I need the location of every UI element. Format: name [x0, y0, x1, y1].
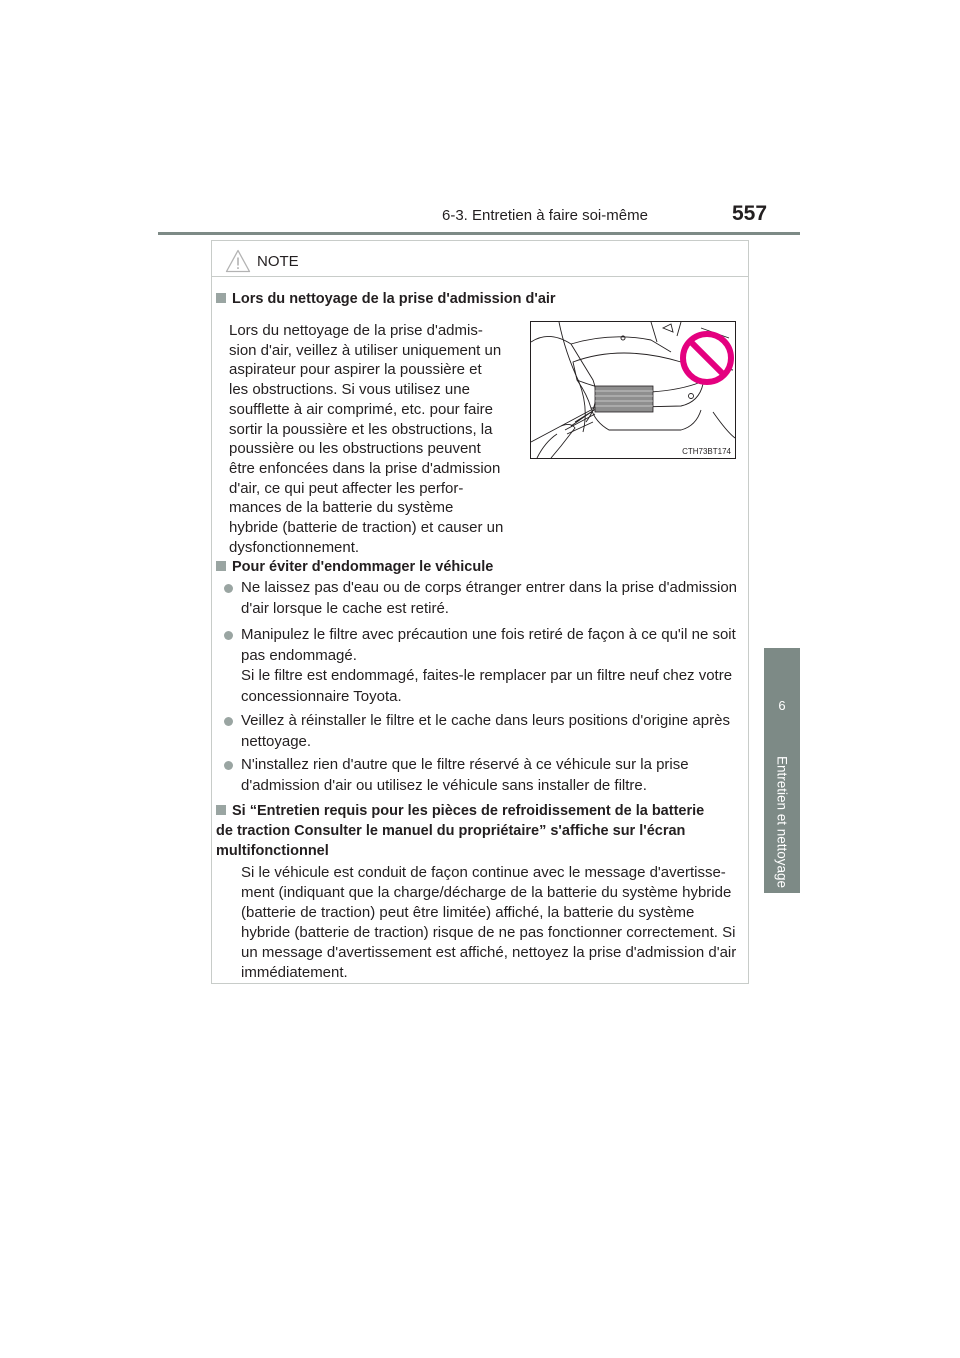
text-line: nettoyage.: [241, 732, 312, 750]
text-line: concessionnaire Toyota.: [241, 687, 402, 705]
battery-warning-paragraph: [241, 863, 742, 983]
section-heading-air-intake: [216, 289, 556, 309]
text-line: mances de la batterie du système: [229, 499, 454, 517]
bullet-text: [241, 711, 744, 752]
heading-line: Si “Entretien requis pour les pièces de refroidissement de la batterie: [232, 803, 705, 819]
text-line: soufflette à air comprimé, etc. pour faire: [229, 400, 494, 418]
text-line: sion d'air, veillez à utiliser uniquement un: [229, 341, 502, 359]
header-section-title: 6-3. Entretien à faire soi-même: [442, 207, 648, 224]
text-line: d'air lorsque le cache est retiré.: [241, 599, 449, 617]
section-square-marker: [216, 805, 226, 815]
section-square-marker: [216, 293, 226, 303]
page-number: 557: [732, 202, 768, 225]
text-line: sortir la poussière et les obstructions, la: [229, 420, 493, 438]
section-heading-text: Lors du nettoyage de la prise d'admission d'air: [232, 291, 556, 307]
text-line: Si le véhicule est conduit de façon continue avec le message d'avertisse-: [241, 864, 726, 881]
note-box: [211, 240, 749, 984]
text-line: aspirateur pour aspirer la poussière et: [229, 361, 482, 379]
bullet-dot: [224, 631, 233, 640]
note-header: [212, 241, 748, 277]
note-title: NOTE: [257, 253, 299, 270]
heading-line: de traction Consulter le manuel du propriétaire” s'affiche sur l'écran: [216, 823, 686, 839]
text-line: hybride (batterie de traction) risque de ne pas fonctionner correctement. Si: [241, 924, 736, 941]
air-intake-drawing: [531, 322, 735, 458]
text-line: les obstructions. Si vous utilisez une: [229, 381, 470, 399]
bullet-item: [224, 578, 744, 619]
heading-line: multifonctionnel: [216, 843, 329, 859]
figure-code: CTH73BT174: [682, 447, 731, 456]
text-line: un message d'avertissement est affiché, nettoyez la prise d'admission d'air: [241, 944, 737, 961]
bullet-text: [241, 755, 744, 796]
section-heading-avoid-damage: [216, 557, 493, 577]
text-line: poussière ou les obstructions peuvent: [229, 440, 481, 458]
warning-triangle-icon: [225, 249, 251, 273]
bullet-dot: [224, 761, 233, 770]
text-line: (batterie de traction) peut être limitée) affiché, la batterie du système: [241, 904, 695, 921]
section-square-marker: [216, 561, 226, 571]
text-line: dysfonctionnement.: [229, 538, 360, 556]
text-line: Manipulez le filtre avec précaution une fois retiré de façon à ce qu'il ne soit: [241, 626, 736, 643]
chapter-number: 6: [778, 698, 786, 713]
text-line: Ne laissez pas d'eau ou de corps étranger entrer dans la prise d'admission: [241, 579, 738, 596]
text-line: pas endommagé.: [241, 646, 357, 664]
text-line: Veillez à réinstaller le filtre et le cache dans leurs positions d'origine après: [241, 712, 730, 729]
bullet-dot: [224, 584, 233, 593]
bullet-item: [224, 625, 744, 707]
text-line: d'air, ce qui peut affecter les perfor-: [229, 479, 464, 497]
section-heading-text: Pour éviter d'endommager le véhicule: [232, 559, 494, 575]
bullet-text: [241, 578, 744, 619]
air-intake-illustration: [530, 321, 736, 459]
bullet-dot: [224, 717, 233, 726]
text-line: Si le filtre est endommagé, faites-le remplacer par un filtre neuf chez votre: [241, 667, 733, 684]
text-line: hybride (batterie de traction) et causer un: [229, 519, 504, 537]
text-line: N'installez rien d'autre que le filtre réservé à ce véhicule sur la prise: [241, 756, 689, 773]
section-heading-battery-cooling: [216, 801, 744, 861]
text-line: être enfoncées dans la prise d'admission: [229, 459, 501, 477]
bullet-item: [224, 755, 744, 796]
header-rule: [158, 232, 800, 235]
bullet-item: [224, 711, 744, 752]
air-intake-cleaning-paragraph: [229, 321, 508, 557]
text-line: d'admission d'air ou utilisez le véhicule sans installer de filtre.: [241, 776, 647, 794]
text-line: ment (indiquant que la charge/décharge de la batterie du système hybride: [241, 884, 732, 901]
chapter-side-tab[interactable]: [764, 648, 800, 893]
bullet-text: [241, 625, 744, 707]
text-line: Lors du nettoyage de la prise d'admis-: [229, 322, 483, 339]
text-line: immédiatement.: [241, 964, 348, 981]
chapter-label: Entretien et nettoyage: [774, 755, 790, 889]
